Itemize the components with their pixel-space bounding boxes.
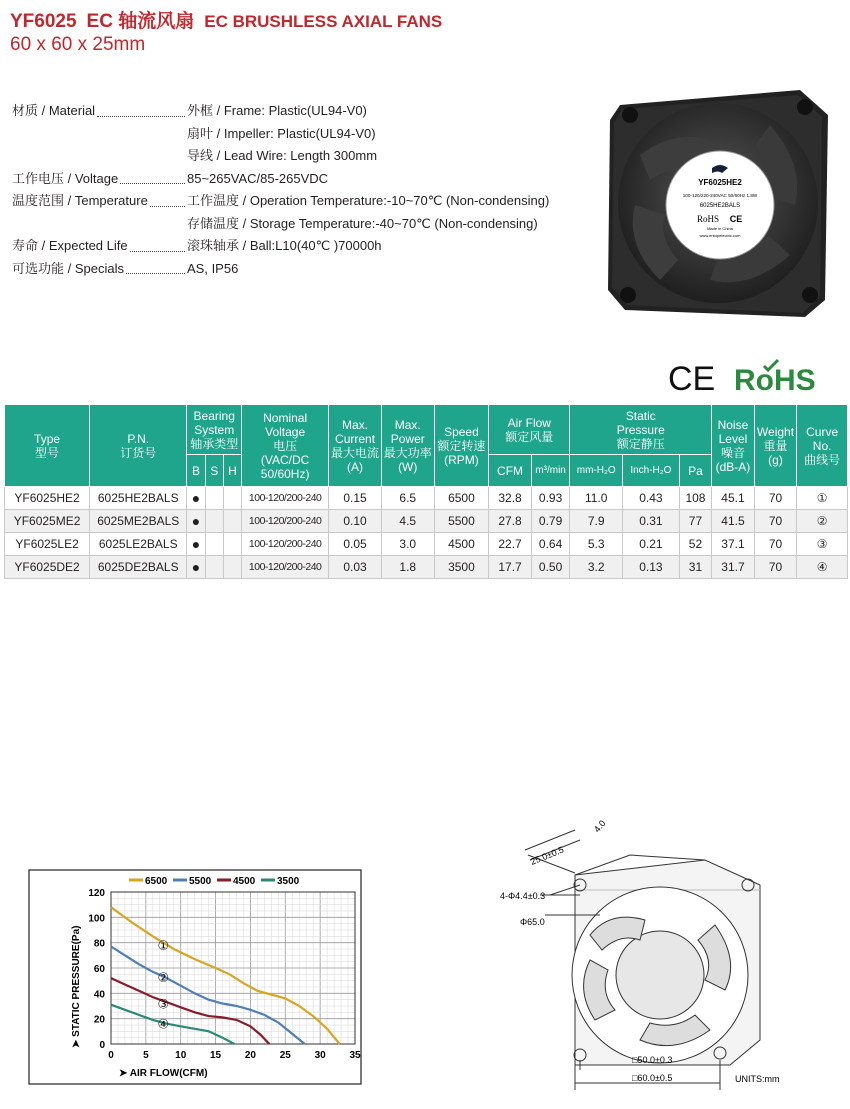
dim-hole: 4-Φ4.4±0.3 bbox=[500, 891, 546, 901]
spec-row bbox=[12, 235, 549, 258]
cell-bearing-h bbox=[223, 510, 241, 533]
cell-speed: 5500 bbox=[434, 510, 489, 533]
header-power: Max. Power 最大功率 (W) bbox=[381, 405, 434, 487]
header-cfm: CFM bbox=[489, 455, 532, 487]
spec-value: AS, IP56 bbox=[187, 260, 239, 276]
cell-m3min: 0.93 bbox=[531, 487, 570, 510]
dim-thickness: 25.0±0.5 bbox=[529, 844, 566, 867]
cell-speed: 3500 bbox=[434, 556, 489, 579]
x-tick-label: 0 bbox=[108, 1050, 114, 1061]
header-bearing-h: H bbox=[223, 455, 241, 487]
series-line-6500 bbox=[111, 907, 340, 1044]
cell-m3min: 0.79 bbox=[531, 510, 570, 533]
x-tick-label: 5 bbox=[143, 1050, 149, 1061]
legend-label: 6500 bbox=[145, 876, 168, 887]
cell-pa: 77 bbox=[679, 510, 711, 533]
curve-marker: ② bbox=[157, 970, 170, 986]
en-title: EC BRUSHLESS AXIAL FANS bbox=[204, 12, 443, 31]
fan-label-pn: 6025HE2BALS bbox=[699, 203, 741, 209]
spec-label: 寿命 / Expected Life bbox=[12, 238, 128, 253]
units-label: UNITS:mm bbox=[735, 1074, 780, 1084]
spec-label: 材质 / Material bbox=[12, 103, 96, 118]
cell-curve: ① bbox=[797, 487, 848, 510]
x-tick-label: 25 bbox=[279, 1050, 291, 1061]
y-tick-label: 0 bbox=[99, 1040, 105, 1051]
product-size: 60 x 60 x 25mm bbox=[10, 34, 146, 55]
cell-cfm: 27.8 bbox=[489, 510, 532, 533]
cell-pn: 6025ME2BALS bbox=[90, 510, 187, 533]
header-inchh2o: Inch-H₂O bbox=[623, 455, 680, 487]
y-tick-label: 120 bbox=[88, 888, 105, 899]
spec-label: 工作电压 / Voltage bbox=[12, 170, 119, 186]
cell-pa: 108 bbox=[679, 487, 711, 510]
cell-power: 4.5 bbox=[381, 510, 434, 533]
spec-row bbox=[12, 168, 549, 191]
dim-outer: □60.0±0.5 bbox=[632, 1073, 673, 1083]
cell-power: 3.0 bbox=[381, 533, 434, 556]
cell-speed: 4500 bbox=[434, 533, 489, 556]
fan-label-model: YF6025HE2 bbox=[698, 178, 742, 187]
y-tick-label: 20 bbox=[93, 1014, 105, 1026]
dim-hole-spacing: □50.0±0.3 bbox=[632, 1055, 673, 1065]
fan-label-made: Made in China bbox=[707, 226, 733, 231]
x-tick-label: 35 bbox=[349, 1050, 361, 1061]
cell-current: 0.10 bbox=[329, 510, 382, 533]
cell-weight: 70 bbox=[754, 556, 797, 579]
cell-voltage: 100-120/200-240 bbox=[242, 533, 329, 556]
header-pressure: Static Pressure 额定静压 bbox=[570, 405, 712, 455]
cell-type: YF6025ME2 bbox=[5, 510, 90, 533]
header-mmh2o: mm-H₂O bbox=[570, 455, 623, 487]
cell-bearing-s bbox=[205, 556, 223, 579]
cell-inchh2o: 0.43 bbox=[623, 487, 680, 510]
dim-diameter: Φ65.0 bbox=[520, 917, 545, 927]
cell-bearing-h bbox=[223, 533, 241, 556]
cell-m3min: 0.50 bbox=[531, 556, 570, 579]
header-airflow: Air Flow 额定风量 bbox=[489, 405, 570, 455]
cell-voltage: 100-120/200-240 bbox=[242, 556, 329, 579]
rohs-mark: RoHS bbox=[734, 364, 816, 397]
spec-table bbox=[4, 404, 848, 579]
spec-row bbox=[12, 258, 549, 281]
table-row bbox=[5, 510, 848, 533]
spec-label: 温度范围 / Temperature bbox=[12, 193, 148, 208]
cell-current: 0.15 bbox=[329, 487, 382, 510]
cell-pn: 6025LE2BALS bbox=[90, 533, 187, 556]
fan-label-ce: CE bbox=[729, 214, 743, 224]
header-bearing: Bearing System 轴承类型 bbox=[187, 405, 242, 455]
cell-bearing-b: ● bbox=[187, 510, 205, 533]
cell-speed: 6500 bbox=[434, 487, 489, 510]
spec-row bbox=[12, 100, 549, 123]
spec-row bbox=[12, 123, 549, 146]
header-current: Max. Current 最大电流 (A) bbox=[329, 405, 382, 487]
header-noise: Noise Level 噪音 (dB-A) bbox=[712, 405, 755, 487]
spec-value: 扇叶 / Impeller: Plastic(UL94-V0) bbox=[187, 125, 376, 141]
header-type: Type 型号 bbox=[5, 405, 90, 487]
cell-curve: ③ bbox=[797, 533, 848, 556]
cell-weight: 70 bbox=[754, 533, 797, 556]
cell-bearing-b: ● bbox=[187, 533, 205, 556]
curve-marker: ① bbox=[157, 939, 170, 955]
model-name: YF6025 bbox=[10, 11, 77, 32]
cell-noise: 37.1 bbox=[712, 533, 755, 556]
cell-inchh2o: 0.21 bbox=[623, 533, 680, 556]
cell-current: 0.05 bbox=[329, 533, 382, 556]
cn-title: EC 轴流风扇 bbox=[86, 11, 195, 32]
header-bearing-b: B bbox=[187, 455, 205, 487]
cell-bearing-s bbox=[205, 533, 223, 556]
cell-pn: 6025HE2BALS bbox=[90, 487, 187, 510]
x-tick-label: 15 bbox=[210, 1050, 222, 1061]
y-axis-label: ➤ STATIC PRESSURE(Pa) bbox=[71, 925, 82, 1048]
certifications bbox=[668, 358, 828, 403]
cell-pn: 6025DE2BALS bbox=[90, 556, 187, 579]
cell-voltage: 100-120/200-240 bbox=[242, 510, 329, 533]
legend-label: 4500 bbox=[233, 876, 256, 887]
cell-m3min: 0.64 bbox=[531, 533, 570, 556]
header-curve: Curve No. 曲线号 bbox=[797, 405, 848, 487]
cell-noise: 45.1 bbox=[712, 487, 755, 510]
spec-row bbox=[12, 213, 549, 236]
spec-row bbox=[12, 145, 549, 168]
cell-pa: 52 bbox=[679, 533, 711, 556]
spec-value: 85~265VAC/85-265VDC bbox=[187, 170, 329, 186]
header-m3min: m³/min bbox=[531, 455, 570, 487]
cell-power: 6.5 bbox=[381, 487, 434, 510]
cell-type: YF6025DE2 bbox=[5, 556, 90, 579]
cell-bearing-s bbox=[205, 487, 223, 510]
pq-chart-svg bbox=[25, 868, 365, 1088]
product-title bbox=[10, 6, 452, 33]
table-row bbox=[5, 487, 848, 510]
cell-mmh2o: 7.9 bbox=[570, 510, 623, 533]
fan-photo bbox=[600, 85, 835, 320]
curve-marker: ③ bbox=[157, 997, 170, 1013]
cell-curve: ② bbox=[797, 510, 848, 533]
table-row bbox=[5, 556, 848, 579]
x-axis-label: ➤ AIR FLOW(CFM) bbox=[119, 1068, 208, 1079]
cell-pa: 31 bbox=[679, 556, 711, 579]
cell-bearing-b: ● bbox=[187, 487, 205, 510]
cell-mmh2o: 3.2 bbox=[570, 556, 623, 579]
y-tick-label: 100 bbox=[88, 913, 105, 925]
cell-voltage: 100-120/200-240 bbox=[242, 487, 329, 510]
fan-label-rohs: RoHS bbox=[696, 214, 720, 224]
spec-list bbox=[12, 100, 549, 280]
cell-bearing-h bbox=[223, 487, 241, 510]
spec-value: 存储温度 / Storage Temperature:-40~70℃ (Non-condensing) bbox=[187, 215, 538, 231]
cell-type: YF6025LE2 bbox=[5, 533, 90, 556]
cell-power: 1.8 bbox=[381, 556, 434, 579]
dimension-drawing bbox=[480, 815, 840, 1095]
header-speed: Speed 额定转速 (RPM) bbox=[434, 405, 489, 487]
cell-cfm: 22.7 bbox=[489, 533, 532, 556]
x-tick-label: 20 bbox=[244, 1050, 256, 1061]
fan-label-site: www.entopelectric.com bbox=[699, 233, 741, 238]
legend-label: 5500 bbox=[189, 876, 212, 887]
y-tick-label: 80 bbox=[93, 938, 105, 950]
cell-inchh2o: 0.31 bbox=[623, 510, 680, 533]
x-tick-label: 10 bbox=[175, 1050, 187, 1061]
cell-noise: 31.7 bbox=[712, 556, 755, 579]
cell-mmh2o: 11.0 bbox=[570, 487, 623, 510]
spec-row bbox=[12, 190, 549, 213]
y-tick-label: 40 bbox=[93, 989, 105, 1001]
pq-chart bbox=[25, 868, 365, 1088]
spec-value: 工作温度 / Operation Temperature:-10~70℃ (Non-condensing) bbox=[187, 193, 550, 208]
spec-value: 导线 / Lead Wire: Length 300mm bbox=[187, 148, 378, 163]
header-weight: Weight 重量 (g) bbox=[754, 405, 797, 487]
dim-flange: 4.0 bbox=[591, 818, 608, 835]
cell-cfm: 32.8 bbox=[489, 487, 532, 510]
header-pa: Pa bbox=[679, 455, 711, 487]
cell-bearing-b: ● bbox=[187, 556, 205, 579]
cell-current: 0.03 bbox=[329, 556, 382, 579]
cell-mmh2o: 5.3 bbox=[570, 533, 623, 556]
spec-value: 外框 / Frame: Plastic(UL94-V0) bbox=[187, 103, 367, 118]
cell-bearing-h bbox=[223, 556, 241, 579]
spec-label: 可选功能 / Specials bbox=[12, 260, 124, 276]
cell-noise: 41.5 bbox=[712, 510, 755, 533]
series-line-4500 bbox=[111, 978, 269, 1044]
cell-bearing-s bbox=[205, 510, 223, 533]
cell-curve: ④ bbox=[797, 556, 848, 579]
cell-inchh2o: 0.13 bbox=[623, 556, 680, 579]
legend-label: 3500 bbox=[277, 876, 300, 887]
spec-value: 滚珠轴承 / Ball:L10(40℃ )70000h bbox=[187, 238, 382, 253]
x-tick-label: 30 bbox=[314, 1050, 326, 1061]
fan-label-rating: 100-120/220-240VAC 50/60Hz 1.8W bbox=[682, 193, 758, 198]
header-pn: P.N. 订货号 bbox=[90, 405, 187, 487]
cell-type: YF6025HE2 bbox=[5, 487, 90, 510]
y-tick-label: 60 bbox=[93, 964, 105, 975]
table-row bbox=[5, 533, 848, 556]
header-bearing-s: S bbox=[205, 455, 223, 487]
cell-cfm: 17.7 bbox=[489, 556, 532, 579]
curve-marker: ④ bbox=[157, 1017, 170, 1033]
header-voltage: Nominal Voltage 电压 (VAC/DC 50/60Hz) bbox=[242, 405, 329, 487]
ce-mark: CE bbox=[668, 360, 716, 398]
cell-weight: 70 bbox=[754, 487, 797, 510]
cell-weight: 70 bbox=[754, 510, 797, 533]
